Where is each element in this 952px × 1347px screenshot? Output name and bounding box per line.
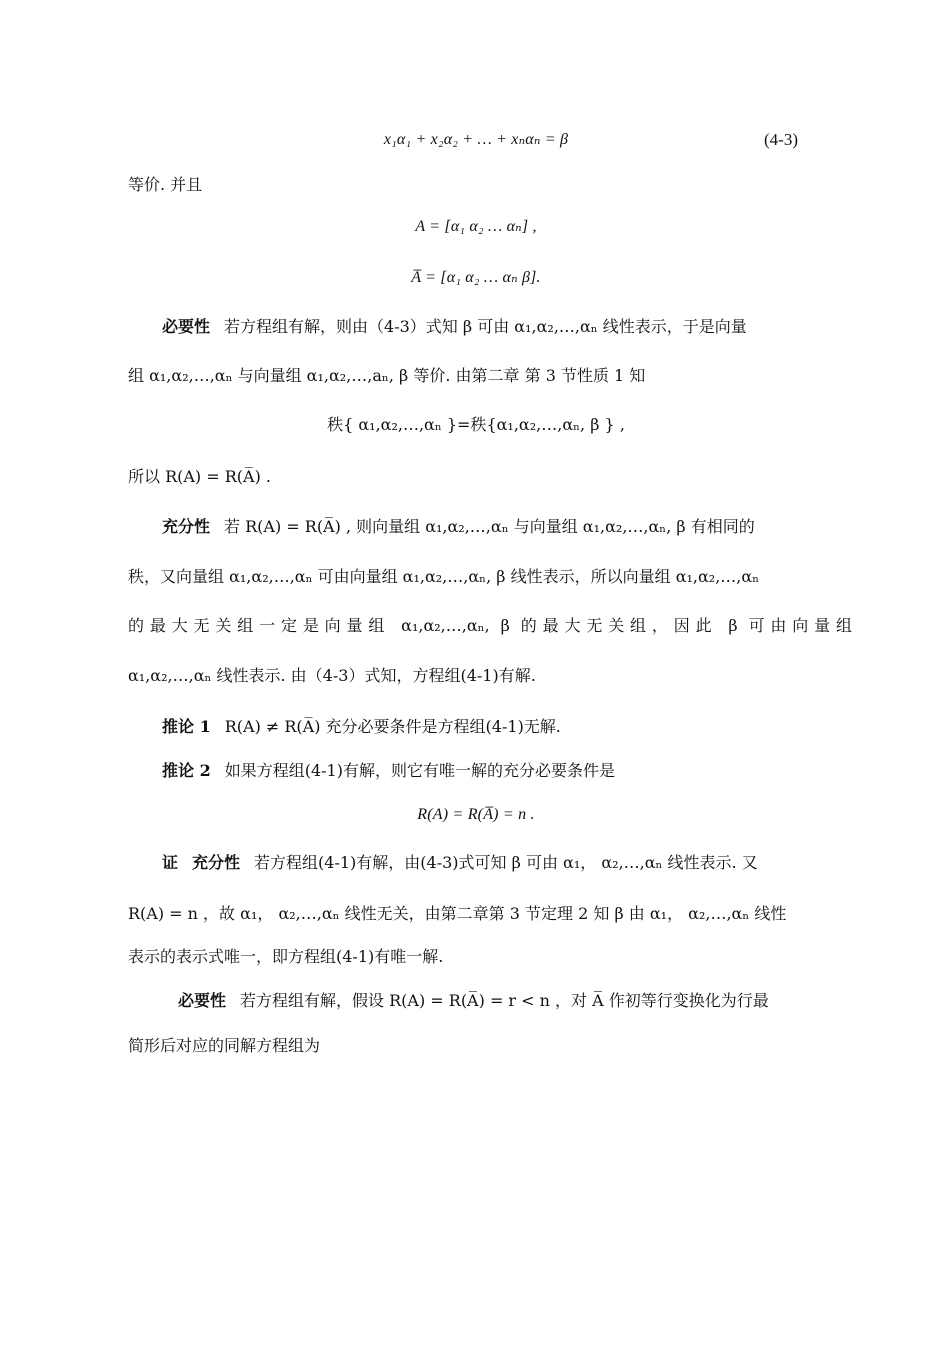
proof-sufficiency-line-1 — [162, 851, 758, 875]
proof-sufficiency-line-3: 表示的表示式唯一，即方程组(4-1)有唯一解. — [128, 947, 444, 966]
necessity-heading: 必要性 — [162, 317, 211, 336]
proof-sufficiency-text: 若方程组(4-1)有解，由(4-3)式可知 β 可由 α₁， α₂,…,αₙ 线性表示. 又 — [254, 853, 758, 872]
augmented-matrix-definition: A̅ = [α₁ α₂ … αₙ β]. — [411, 269, 541, 286]
sufficiency-paragraph-line-3: 的最大无关组一定是向量组 α₁,α₂,…,αₙ, β 的最大无关组，因此 β 可由向量组 — [128, 616, 852, 635]
necessity-paragraph-line-1 — [162, 315, 747, 339]
sufficiency-heading: 充分性 — [162, 517, 211, 536]
proof-heading: 证 — [162, 853, 179, 872]
sufficiency-paragraph-line-1 — [162, 515, 755, 539]
corollary-1-text: R(A) ≠ R(A̅) 充分必要条件是方程组(4-1)无解. — [224, 717, 561, 736]
matrix-a-definition: A = [α₁ α₂ … αₙ] , — [415, 218, 537, 235]
equation-4-3: x₁α₁ + x₂α₂ + … + xₙαₙ = β — [383, 131, 569, 148]
corollary-2-line — [162, 759, 615, 783]
corollary-1-line — [162, 715, 561, 739]
proof-sufficiency-heading: 充分性 — [192, 853, 241, 872]
proof-necessity-heading: 必要性 — [178, 991, 227, 1010]
proof-necessity-text: 若方程组有解，假设 R(A) = R(A̅) = r < n ，对 A̅ 作初等行变换化为行最 — [240, 991, 769, 1010]
proof-necessity-line-1 — [178, 989, 769, 1013]
sufficiency-paragraph-line-4: α₁,α₂,…,αₙ 线性表示. 由（4-3）式知，方程组(4-1)有解. — [128, 666, 536, 685]
proof-necessity-line-2: 简形后对应的同解方程组为 — [128, 1036, 321, 1055]
necessity-text: 若方程组有解，则由（4-3）式知 β 可由 α₁,α₂,…,αₙ 线性表示，于是向量 — [224, 317, 747, 336]
rank-conclusion-line: 所以 R(A) = R(A̅) . — [128, 467, 272, 486]
sufficiency-text: 若 R(A) = R(A̅) , 则向量组 α₁,α₂,…,αₙ 与向量组 α₁,α₂,…,αₙ, β 有相同的 — [224, 517, 755, 536]
uniqueness-condition-formula: R(A) = R(A̅) = n . — [417, 806, 535, 823]
corollary-1-heading: 推论 1 — [162, 717, 211, 736]
corollary-2-heading: 推论 2 — [162, 761, 211, 780]
proof-sufficiency-line-2: R(A) = n ，故 α₁， α₂,…,αₙ 线性无关，由第二章第 3 节定理 2 知 β 由 α₁， α₂,…,αₙ 线性 — [128, 904, 787, 923]
rank-equality-formula: 秩{ α₁,α₂,…,αₙ }=秩{α₁,α₂,…,αₙ, β } , — [327, 415, 625, 434]
corollary-2-text: 如果方程组(4-1)有解，则它有唯一解的充分必要条件是 — [224, 761, 615, 780]
text-line-1: 等价. 并且 — [128, 175, 203, 194]
equation-number-4-3: (4-3) — [764, 130, 798, 149]
necessity-paragraph-line-2: 组 α₁,α₂,…,αₙ 与向量组 α₁,α₂,…,aₙ, β 等价. 由第二章 第 3 节性质 1 知 — [128, 366, 646, 385]
sufficiency-paragraph-line-2: 秩，又向量组 α₁,α₂,…,αₙ 可由向量组 α₁,α₂,…,αₙ, β 线性表示，所以向量组 α₁,α₂,…,αₙ — [128, 567, 760, 586]
